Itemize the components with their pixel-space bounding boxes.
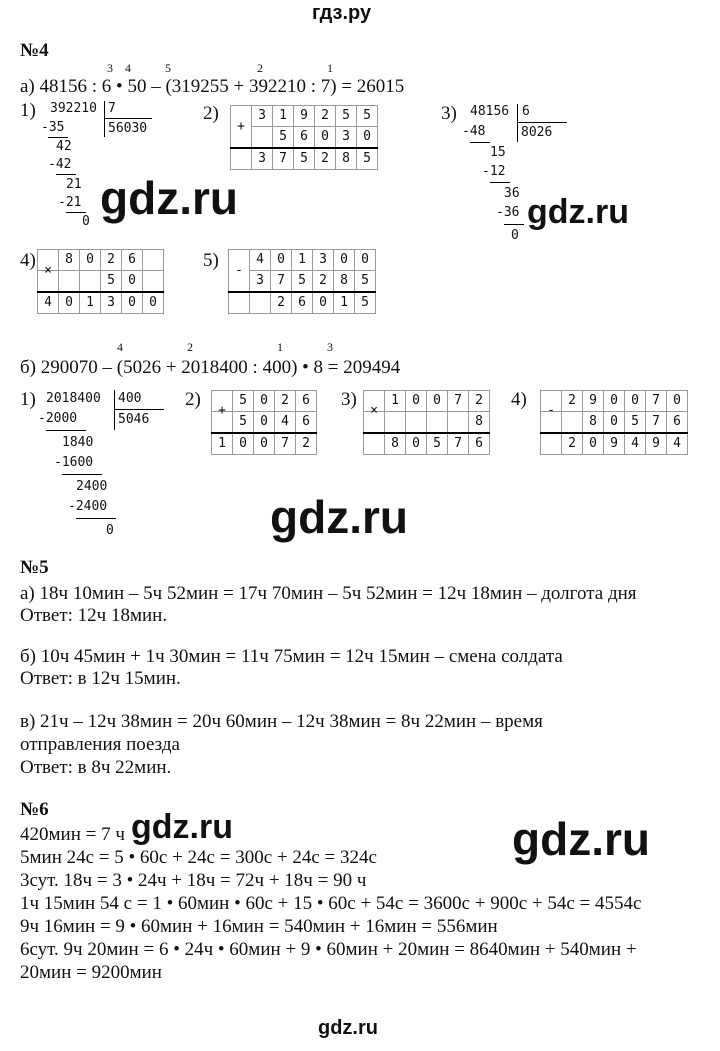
step-label: 1) [20,100,36,121]
digit: 2 [313,271,334,293]
divisor: 400 [118,391,142,406]
digit: 8 [336,148,357,170]
digit: 3 [252,106,273,127]
digit: 7 [275,433,296,455]
step-label: 3) [441,103,457,124]
text-line: 1ч 15мин 54 с = 1 • 60мин • 60с + 15 • 60с + 54с = 3600с + 900с + 54с = 4554с [20,893,642,914]
step-label: 4) [20,250,36,271]
digit: 1 [292,250,313,271]
text-line: 9ч 16мин = 9 • 60мин + 16мин = 540мин + 16мин = 556мин [20,916,498,937]
digit: 0 [315,127,336,149]
digit [250,292,271,314]
digit: 3 [336,127,357,149]
text-line: 420мин = 7 ч [20,824,125,845]
digit: 7 [448,433,469,455]
step-label: 2) [185,389,201,410]
digit: 3 [252,148,273,170]
digit [406,412,427,434]
digit: 5 [355,271,376,293]
digit: 2 [562,391,583,412]
digit: 5 [427,433,448,455]
digit: 1 [273,106,294,127]
digit [448,412,469,434]
order-mark: 3 [107,61,113,75]
digit: 4 [667,433,688,455]
task-6-title: №6 [20,799,49,820]
digit: 0 [357,127,378,149]
digit: 9 [294,106,315,127]
digit: 2 [101,250,122,271]
dividend: 48156 [470,104,510,119]
digit: 3 [313,250,334,271]
order-mark: 5 [165,61,171,75]
op-sign: + [212,401,233,422]
digit: 5 [625,412,646,434]
divisor: 7 [108,101,116,116]
digit: 7 [646,391,667,412]
order-mark: 2 [257,61,263,75]
order-mark: 1 [277,340,283,354]
digit: 8 [469,412,490,434]
division-step: -42 [48,157,72,172]
step-label: 1) [20,389,36,410]
digit: 0 [427,391,448,412]
digit: 5 [294,148,315,170]
digit: 0 [334,250,355,271]
digit: 7 [271,271,292,293]
quotient: 8026 [521,125,553,140]
text-line: а) 18ч 10мин – 5ч 52мин = 17ч 70мин – 5ч 52мин = 12ч 18мин – долгота дня [20,583,637,604]
digit: 0 [254,412,275,434]
digit: 8 [59,250,80,271]
digit: 3 [101,292,122,314]
digit: 0 [80,250,101,271]
step-label: 4) [511,389,527,410]
step-label: 2) [203,103,219,124]
digit: 6 [296,412,317,434]
digit: 2 [271,292,292,314]
digit: 2 [562,433,583,455]
digit: 0 [233,433,254,455]
digit: 6 [296,391,317,412]
division-step: -48 [462,124,486,139]
op-sign: + [231,106,252,149]
op-sign: × [38,261,59,283]
op-sign: - [229,250,250,293]
digit [143,250,164,271]
dividend: 392210 [50,101,97,116]
step-label: 3) [341,389,357,410]
division-step: 21 [66,177,82,192]
addition-grid [211,390,317,455]
digit: 4 [625,433,646,455]
digit: 2 [469,391,490,412]
division-step: -1600 [54,455,94,470]
digit: 6 [469,433,490,455]
digit: 0 [122,271,143,293]
digit: 0 [254,433,275,455]
digit: 6 [294,127,315,149]
division-step: 2400 [76,479,108,494]
digit: 0 [583,433,604,455]
order-mark: 4 [125,61,131,75]
digit [385,412,406,434]
op-sign: × [364,401,385,422]
digit: 0 [604,412,625,434]
text-line: 6сут. 9ч 20мин = 6 • 24ч • 60мин + 9 • 60мин + 20мин = 8640мин + 540мин + [20,939,637,960]
digit: 2 [296,433,317,455]
digit: 7 [273,148,294,170]
digit: 8 [583,412,604,434]
digit: 5 [101,271,122,293]
digit: 6 [292,292,313,314]
watermark: gdz.ru [270,491,408,543]
digit [252,127,273,149]
multiplication-grid [37,249,164,314]
division-step: -35 [41,120,65,135]
text-line: отправления поезда [20,734,180,755]
division-step: -21 [58,195,82,210]
task-5-title: №5 [20,557,49,578]
digit: 2 [315,106,336,127]
digit: 0 [406,391,427,412]
addition-grid [230,105,378,170]
task-4-title: №4 [20,40,49,61]
digit: 4 [275,412,296,434]
text-line: в) 21ч – 12ч 38мин = 20ч 60мин – 12ч 38мин = 8ч 22мин – время [20,711,543,732]
digit: 1 [385,391,406,412]
digit: 5 [357,106,378,127]
answer-line: Ответ: в 8ч 22мин. [20,757,172,778]
digit [143,271,164,293]
digit: 4 [250,250,271,271]
text-line: 20мин = 9200мин [20,962,162,983]
digit: 5 [357,148,378,170]
digit: 1 [212,433,233,455]
division-step: 0 [106,523,114,538]
digit: 5 [336,106,357,127]
digit: 2 [315,148,336,170]
digit [59,271,80,293]
digit: 0 [143,292,164,314]
order-mark: 4 [117,340,123,354]
order-mark: 2 [187,340,193,354]
digit: 5 [355,292,376,314]
digit: 6 [122,250,143,271]
digit: 0 [122,292,143,314]
order-mark: 3 [327,340,333,354]
division-step: 36 [504,186,520,201]
digit: 9 [646,433,667,455]
division-step: -12 [482,164,506,179]
quotient: 5046 [118,412,150,427]
digit: 0 [355,250,376,271]
digit: 0 [667,391,688,412]
multiplication-grid [363,390,490,455]
digit [562,412,583,434]
site-header: гдз.ру [312,2,372,24]
subtraction-grid [540,390,688,455]
digit: 9 [604,433,625,455]
division-step: -2000 [38,411,78,426]
dividend: 2018400 [46,391,101,406]
digit: 0 [604,391,625,412]
site-footer: gdz.ru [318,1017,378,1039]
digit [427,412,448,434]
digit: 0 [59,292,80,314]
digit: 5 [233,412,254,434]
digit: 6 [667,412,688,434]
digit: 7 [448,391,469,412]
order-mark: 1 [327,61,333,75]
expression-a: а) 48156 : 6 • 50 – (319255 + 392210 : 7) = 26015 [20,76,405,97]
op-sign: - [541,401,562,422]
watermark: gdz.ru [131,808,233,846]
answer-line: Ответ: 12ч 18мин. [20,605,168,626]
subtraction-grid [228,249,376,314]
step-label: 5) [203,250,219,271]
division-step: 0 [82,214,90,229]
digit: 8 [385,433,406,455]
text-line: 5мин 24с = 5 • 60с + 24с = 300с + 24с = 324с [20,847,377,868]
digit: 0 [271,250,292,271]
digit: 3 [250,271,271,293]
digit: 5 [273,127,294,149]
watermark: gdz.ru [527,193,629,231]
division-step: -2400 [68,499,108,514]
digit: 9 [583,391,604,412]
watermark: gdz.ru [512,813,650,865]
digit [80,271,101,293]
division-step: 0 [511,228,519,243]
division-step: 42 [56,139,72,154]
digit: 0 [625,391,646,412]
text-line: б) 10ч 45мин + 1ч 30мин = 11ч 75мин = 12ч 15мин – смена солдата [20,646,563,667]
digit: 4 [38,292,59,314]
digit: 5 [233,391,254,412]
digit: 8 [334,271,355,293]
divisor: 6 [522,104,530,119]
answer-line: Ответ: в 12ч 15мин. [20,668,181,689]
text-line: 3сут. 18ч = 3 • 24ч + 18ч = 72ч + 18ч = 90 ч [20,870,367,891]
division-step: 1840 [62,435,94,450]
digit: 7 [646,412,667,434]
division-step: 15 [490,145,506,160]
division-step: -36 [496,205,520,220]
expression-b: б) 290070 – (5026 + 2018400 : 400) • 8 = 209494 [20,357,401,378]
digit: 0 [254,391,275,412]
digit: 5 [292,271,313,293]
digit: 0 [406,433,427,455]
watermark: gdz.ru [100,172,238,224]
digit: 0 [313,292,334,314]
digit: 2 [275,391,296,412]
digit: 1 [334,292,355,314]
digit: 1 [80,292,101,314]
quotient: 56030 [108,121,148,136]
